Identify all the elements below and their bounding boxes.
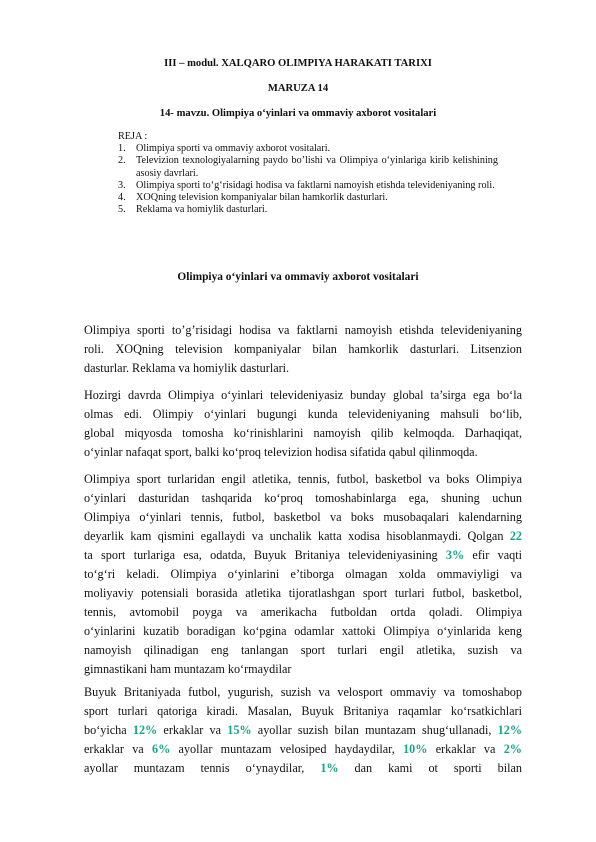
text-line: o‘yinlari dasturidan tashqarida ko‘proq tomoshabinlarga ega, shuning uchun — [84, 491, 522, 505]
plan-title: REJA : — [118, 131, 148, 142]
text-line: ayollar muntazam tennis o‘ynaydilar, 1% dan kami ot sporti bilan — [84, 761, 522, 775]
plan-item-number: 5. — [118, 204, 126, 216]
module-heading: III – modul. XALQARO OLIMPIYA HARAKATI TARIXI — [164, 58, 432, 69]
plan-item-text: Olimpiya sporti va ommaviy axborot vositalari. — [136, 143, 331, 155]
paragraph — [84, 470, 522, 679]
plan-item-text: Televizion texnologiyalarning paydo bo’lishi va Olimpiya o‘yinlariga kirib kelishining asosiy davrlari. — [136, 155, 498, 179]
plan-item-text: XOQning television kompaniyalar bilan hamkorlik dasturlari. — [136, 192, 388, 204]
text-line: to‘g‘ri keladi. Olimpiya o‘yinlarini e’tiborga olmagan xolda ommaviyligi va — [84, 567, 522, 581]
text-line: o‘yinlarini kuzatib boradigan ko‘pgina odamlar xattoki Olimpiya o‘yinlarida keng — [84, 624, 522, 638]
plan-item-number: 4. — [118, 192, 126, 204]
text-line: gimnastikani ham muntazam ko‘rmaydilar — [84, 662, 292, 676]
plan-item — [118, 155, 498, 179]
text-line: dasturlar. Reklama va homiylik dasturlari. — [84, 361, 290, 375]
paragraph — [84, 386, 522, 462]
text-line: sport turlari qatoriga kiradi. Masalan, Buyuk Britaniya raqamlar ko‘rsatkichlari — [84, 704, 522, 718]
highlighted-number: 2% — [503, 742, 522, 756]
plan-item — [118, 143, 498, 155]
highlighted-number: 12% — [497, 723, 522, 737]
highlighted-number: 22 — [509, 529, 522, 543]
text-line: roli. XOQning television kompaniyalar bilan hamkorlik dasturlari. Litsenzion — [84, 342, 522, 356]
section-title: Olimpiya o‘yinlari va ommaviy axborot vositalari — [177, 271, 419, 283]
topic-heading: 14- mavzu. Olimpiya o‘yinlari va ommaviy axborot vositalari — [159, 108, 437, 119]
text-line: olmas edi. Olimpiy o‘yinlari bugungi kunda televideniyaning mahsuli bo‘lib, — [84, 407, 522, 421]
text-line: deyarlik kam qismini egallaydi va unchalik katta xodisa hisoblanmaydi. Qolgan 22 — [84, 529, 522, 543]
plan-list — [118, 131, 498, 216]
text-line: Buyuk Britaniyada futbol, yugurish, suzish va velosport ommaviy va tomoshabop — [84, 685, 522, 699]
text-line: tennis, avtomobil poyga va amerikacha futboldan ortda qoladi. Olimpiya — [84, 605, 522, 619]
plan-item — [118, 180, 498, 192]
text-line: Olimpiya sport turlaridan engil atletika, tennis, futbol, basketbol va boks Olimpiya — [84, 472, 522, 486]
text-line: Olimpiya sporti to’g’risidagi hodisa va faktlarni namoyish etishda televideniyaning — [84, 323, 522, 337]
highlighted-number: 12% — [132, 723, 158, 737]
text-line: global miqyosda tomosha ko‘rinishlarini namoyish qilib kelmoqda. Darhaqiqat, — [84, 426, 522, 440]
text-line: erkaklar va 6% ayollar muntazam velosiped haydaydilar, 10% erkaklar va 2% — [84, 742, 522, 756]
plan-item-number: 2. — [118, 155, 126, 167]
plan-item-number: 3. — [118, 179, 126, 191]
text-line: o‘yinlar nafaqat sport, balki ko‘proq televizion hodisa sifatida qabul qilinmoqda. — [84, 445, 478, 459]
text-line: ta sport turlariga esa, odatda, Buyuk Britaniya televideniyasining 3% efir vaqti — [84, 548, 522, 562]
highlighted-number: 3% — [445, 548, 465, 562]
plan-item — [118, 204, 498, 216]
plan-item-number: 1. — [118, 143, 126, 155]
plan-item-text: Reklama va homiylik dasturlari. — [136, 204, 268, 216]
text-line: moliyaviy potensiali borasida atletika tijoratlashgan sport turlari futbol, basketbol, — [84, 586, 522, 600]
plan-item-text: Olimpiya sporti to‘g‘risidagi hodisa va faktlarni namoyish etishda televideniyaning roli. — [136, 179, 495, 191]
highlighted-number: 1% — [320, 761, 339, 775]
plan-item — [118, 192, 498, 204]
highlighted-number: 15% — [227, 723, 252, 737]
paragraph — [84, 321, 522, 378]
paragraph — [84, 683, 522, 778]
highlighted-number: 6% — [151, 742, 171, 756]
highlighted-number: 10% — [403, 742, 428, 756]
text-line: bo‘yicha 12% erkaklar va 15% ayollar suzish bilan muntazam shug‘ullanadi, 12% — [84, 723, 522, 737]
text-line: Olimpiya o‘yinlari tennis, futbol, basketbol va boks musobaqalari kalendarning — [84, 510, 522, 524]
text-line: Hozirgi davrda Olimpiya o‘yinlari televideniyasiz bunday global ta’sirga ega bo‘la — [84, 388, 522, 402]
lecture-heading: MARUZA 14 — [267, 83, 329, 94]
text-line: namoyish qilinadigan eng tanlangan sport turlari engil atletika, suzish va — [84, 643, 522, 657]
